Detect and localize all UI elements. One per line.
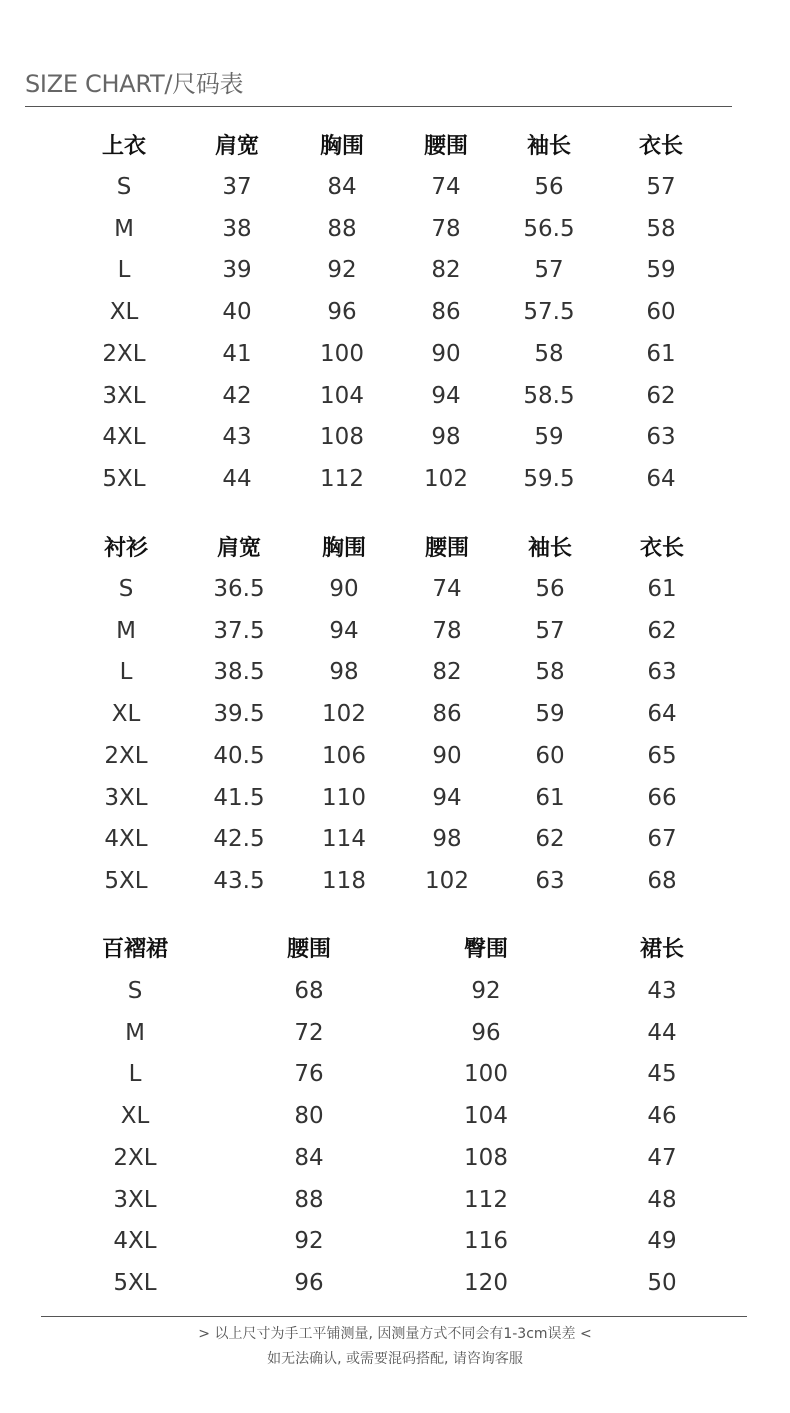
- column-header: 肩宽: [214, 134, 259, 159]
- measurement-cell: 98: [329, 659, 359, 686]
- measurement-cell: 102: [424, 465, 468, 492]
- measurement-cell: 39.5: [213, 701, 265, 728]
- measurement-cell: 90: [329, 576, 359, 602]
- measurement-cell: 57.5: [523, 299, 575, 326]
- measurement-cell: 92: [294, 1228, 324, 1255]
- column-header: 腰围: [424, 536, 469, 561]
- table-row: [0, 172, 790, 202]
- table-row: [0, 699, 790, 729]
- measurement-cell: 63: [647, 659, 677, 686]
- size-label: 4XL: [104, 826, 148, 853]
- measurement-cell: 78: [431, 215, 461, 242]
- measurement-cell: 60: [535, 742, 565, 769]
- measurement-cell: 42.5: [213, 826, 265, 853]
- size-label: XL: [120, 1103, 150, 1130]
- measurement-cell: 68: [294, 978, 324, 1004]
- measurement-cell: 63: [535, 867, 565, 894]
- measurement-cell: 102: [425, 867, 469, 894]
- measurement-cell: 38: [222, 215, 252, 242]
- size-label: 5XL: [113, 1269, 157, 1296]
- measurement-cell: 62: [647, 617, 677, 644]
- measurement-cell: 110: [322, 784, 366, 811]
- measurement-cell: 96: [471, 1019, 501, 1046]
- measurement-cell: 57: [646, 174, 676, 200]
- measurement-cell: 38.5: [213, 659, 265, 686]
- table-row: [0, 422, 790, 452]
- size-label: L: [119, 659, 133, 686]
- measurement-cell: 64: [647, 701, 677, 728]
- table-row: [0, 1268, 790, 1298]
- table-row: [0, 1143, 790, 1173]
- size-label: S: [116, 174, 132, 200]
- page-title: SIZE CHART/尺码表: [25, 70, 244, 98]
- measurement-cell: 64: [646, 465, 676, 492]
- measurement-cell: 108: [320, 424, 364, 451]
- measurement-cell: 74: [432, 576, 462, 602]
- table-row: [0, 783, 790, 813]
- measurement-cell: 39: [222, 257, 252, 284]
- measurement-cell: 88: [327, 215, 357, 242]
- size-label: XL: [111, 701, 141, 728]
- measurement-cell: 88: [294, 1186, 324, 1213]
- measurement-cell: 84: [327, 174, 357, 200]
- measurement-cell: 80: [294, 1103, 324, 1130]
- measurement-cell: 48: [647, 1186, 677, 1213]
- table-row: [0, 616, 790, 646]
- column-header: 胸围: [319, 134, 364, 159]
- measurement-cell: 84: [294, 1144, 324, 1171]
- measurement-cell: 60: [646, 299, 676, 326]
- measurement-cell: 82: [432, 659, 462, 686]
- measurement-cell: 112: [320, 465, 364, 492]
- measurement-cell: 59.5: [523, 465, 575, 492]
- measurement-cell: 82: [431, 257, 461, 284]
- measurement-cell: 56: [535, 576, 565, 602]
- measurement-cell: 94: [329, 617, 359, 644]
- column-header: 袖长: [527, 536, 572, 561]
- measurement-cell: 104: [320, 382, 364, 409]
- size-label: 4XL: [102, 424, 146, 451]
- measurement-cell: 67: [647, 826, 677, 853]
- table-row: [0, 1226, 790, 1256]
- size-label: M: [125, 1019, 145, 1046]
- table-header-row: [0, 132, 790, 162]
- size-label: M: [116, 617, 136, 644]
- column-header: 肩宽: [216, 536, 261, 561]
- table-header-row: [0, 935, 790, 965]
- measurement-cell: 94: [431, 382, 461, 409]
- table-row: [0, 1185, 790, 1215]
- measurement-cell: 114: [322, 826, 366, 853]
- title-divider: [25, 106, 732, 107]
- table-row: [0, 464, 790, 494]
- measurement-cell: 100: [320, 340, 364, 367]
- size-label: 5XL: [102, 465, 146, 492]
- measurement-cell: 57: [534, 257, 564, 284]
- column-header: 上衣: [101, 134, 146, 159]
- column-header: 腰围: [286, 937, 331, 962]
- measurement-cell: 58: [646, 215, 676, 242]
- measurement-cell: 96: [327, 299, 357, 326]
- measurement-cell: 58: [535, 659, 565, 686]
- measurement-cell: 118: [322, 867, 366, 894]
- measurement-cell: 47: [647, 1144, 677, 1171]
- table-row: [0, 866, 790, 896]
- measurement-cell: 36.5: [213, 576, 265, 602]
- measurement-cell: 90: [431, 340, 461, 367]
- size-label: 4XL: [113, 1228, 157, 1255]
- measurement-cell: 56.5: [523, 215, 575, 242]
- measurement-cell: 40.5: [213, 742, 265, 769]
- table-row: [0, 741, 790, 771]
- table-row: [0, 976, 790, 1006]
- column-header: 百褶裙: [101, 937, 168, 962]
- measurement-cell: 41: [222, 340, 252, 367]
- table-row: [0, 824, 790, 854]
- measurement-cell: 59: [535, 701, 565, 728]
- note-line-2: 如无法确认, 或需要混码搭配, 请咨询客服: [267, 1351, 523, 1367]
- size-label: L: [117, 257, 131, 284]
- measurement-cell: 65: [647, 742, 677, 769]
- measurement-cell: 102: [322, 701, 366, 728]
- size-label: 3XL: [104, 784, 148, 811]
- measurement-cell: 108: [464, 1144, 508, 1171]
- measurement-cell: 86: [431, 299, 461, 326]
- measurement-cell: 46: [647, 1103, 677, 1130]
- measurement-cell: 63: [646, 424, 676, 451]
- table-row: [0, 574, 790, 604]
- measurement-cell: 90: [432, 742, 462, 769]
- measurement-cell: 106: [322, 742, 366, 769]
- measurement-cell: 59: [534, 424, 564, 451]
- table-row: [0, 255, 790, 285]
- size-label: 5XL: [104, 867, 148, 894]
- measurement-cell: 61: [535, 784, 565, 811]
- size-label: M: [114, 215, 134, 242]
- column-header: 腰围: [423, 134, 468, 159]
- measurement-cell: 120: [464, 1269, 508, 1296]
- table-row: [0, 1059, 790, 1089]
- measurement-cell: 92: [471, 978, 501, 1004]
- measurement-cell: 112: [464, 1186, 508, 1213]
- column-header: 臀围: [463, 937, 508, 962]
- measurement-cell: 72: [294, 1019, 324, 1046]
- measurement-cell: 74: [431, 174, 461, 200]
- measurement-cell: 66: [647, 784, 677, 811]
- measurement-cell: 98: [431, 424, 461, 451]
- measurement-cell: 104: [464, 1103, 508, 1130]
- measurement-cell: 43.5: [213, 867, 265, 894]
- measurement-cell: 61: [646, 340, 676, 367]
- size-label: S: [127, 978, 143, 1004]
- measurement-cell: 42: [222, 382, 252, 409]
- column-header: 衬衫: [103, 536, 148, 561]
- measurement-cell: 37.5: [213, 617, 265, 644]
- measurement-cell: 62: [646, 382, 676, 409]
- measurement-cell: 41.5: [213, 784, 265, 811]
- measurement-cell: 43: [222, 424, 252, 451]
- size-label: 3XL: [102, 382, 146, 409]
- measurement-cell: 50: [647, 1269, 677, 1296]
- column-header: 胸围: [321, 536, 366, 561]
- measurement-cell: 61: [647, 576, 677, 602]
- size-label: L: [128, 1061, 142, 1088]
- measurement-cell: 57: [535, 617, 565, 644]
- measurement-cell: 44: [222, 465, 252, 492]
- column-header: 衣长: [638, 134, 683, 159]
- table-row: [0, 297, 790, 327]
- measurement-cell: 49: [647, 1228, 677, 1255]
- table-row: [0, 339, 790, 369]
- size-label: 3XL: [113, 1186, 157, 1213]
- measurement-cell: 98: [432, 826, 462, 853]
- measurement-cell: 44: [647, 1019, 677, 1046]
- measurement-cell: 45: [647, 1061, 677, 1088]
- table-row: [0, 381, 790, 411]
- size-label: XL: [109, 299, 139, 326]
- size-label: S: [118, 576, 134, 602]
- measurement-cell: 59: [646, 257, 676, 284]
- table-row: [0, 657, 790, 687]
- size-label: 2XL: [113, 1144, 157, 1171]
- measurement-cell: 76: [294, 1061, 324, 1088]
- measurement-cell: 94: [432, 784, 462, 811]
- size-label: 2XL: [102, 340, 146, 367]
- measurement-cell: 96: [294, 1269, 324, 1296]
- measurement-cell: 62: [535, 826, 565, 853]
- measurement-cell: 43: [647, 978, 677, 1004]
- measurement-cell: 37: [222, 174, 252, 200]
- measurement-cell: 56: [534, 174, 564, 200]
- measurement-cell: 58: [534, 340, 564, 367]
- measurement-cell: 86: [432, 701, 462, 728]
- notes-divider: [41, 1316, 747, 1317]
- column-header: 衣长: [639, 536, 684, 561]
- note-line-1: > 以上尺寸为手工平铺测量, 因测量方式不同会有1-3cm误差 <: [198, 1326, 592, 1342]
- table-row: [0, 1101, 790, 1131]
- measurement-cell: 40: [222, 299, 252, 326]
- table-row: [0, 214, 790, 244]
- measurement-cell: 58.5: [523, 382, 575, 409]
- measurement-cell: 92: [327, 257, 357, 284]
- measurement-cell: 68: [647, 867, 677, 894]
- column-header: 裙长: [639, 937, 684, 962]
- measurement-cell: 100: [464, 1061, 508, 1088]
- measurement-cell: 78: [432, 617, 462, 644]
- column-header: 袖长: [526, 134, 571, 159]
- table-header-row: [0, 534, 790, 564]
- table-row: [0, 1018, 790, 1048]
- size-label: 2XL: [104, 742, 148, 769]
- measurement-cell: 116: [464, 1228, 508, 1255]
